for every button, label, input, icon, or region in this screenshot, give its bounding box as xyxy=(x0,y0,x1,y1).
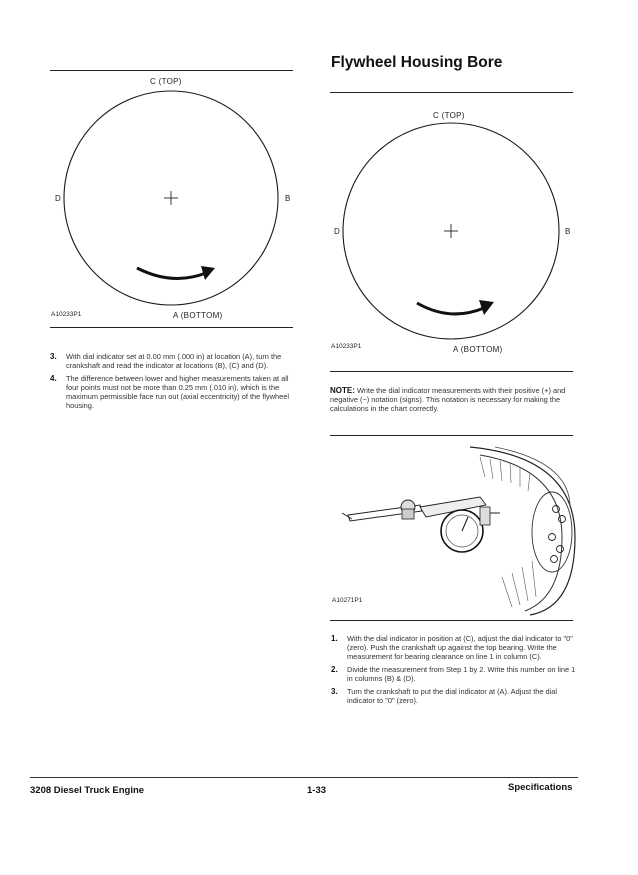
left-label-left: D xyxy=(55,194,62,203)
right-photo-rule xyxy=(330,620,573,621)
right-note-rule xyxy=(330,435,573,436)
note-label: NOTE: xyxy=(330,386,355,395)
dial-indicator-illustration xyxy=(330,447,575,615)
right-step-item xyxy=(331,665,576,683)
step-text: The difference between lower and higher measurements taken at all four points must not be more than 0.25 mm (.010 in), which is the maximum permissible face run out (axial eccentricity) of the flywheel housing. xyxy=(66,374,290,410)
left-label-bottom: A (BOTTOM) xyxy=(173,311,223,320)
right-label-bottom: A (BOTTOM) xyxy=(453,345,503,354)
dial-indicator-photo xyxy=(330,447,575,615)
photo-figure-id: A10271P1 xyxy=(332,597,363,604)
step-text: Turn the crankshaft to put the dial indicator at (A). Adjust the dial indicator to "0" (zero). xyxy=(347,687,558,705)
footer-page-number: 1-33 xyxy=(307,785,327,796)
right-step-item xyxy=(331,687,576,705)
left-label-right: B xyxy=(285,194,291,203)
note-text: Write the dial indicator measurements with their positive (+) and negative (−) notation (signs). This notation is necessary for making the calculations in the chart correctly. xyxy=(330,386,566,413)
step-number: 2. xyxy=(331,665,338,674)
page-title: Flywheel Housing Bore xyxy=(331,54,503,71)
right-figure-id: A10233P1 xyxy=(331,343,362,350)
step-text: With the dial indicator in position at (C), adjust the dial indicator to "0" (zero). Push the crankshaft up against the top bearing. Write the measurement for bearing clearance on line 1 in column (C). xyxy=(347,634,573,661)
right-rotation-arrow xyxy=(417,303,484,314)
left-label-top: C (TOP) xyxy=(150,77,182,86)
footer-manual-title: 3208 Diesel Truck Engine xyxy=(30,785,145,796)
right-steps-list xyxy=(331,634,576,709)
step-number: 1. xyxy=(331,634,338,643)
right-step-item xyxy=(331,634,576,661)
footer-section-name: Specifications xyxy=(508,782,573,793)
right-mid-rule xyxy=(330,371,573,372)
right-label-left: D xyxy=(334,227,341,236)
step-number: 4. xyxy=(50,374,57,383)
step-number: 3. xyxy=(331,687,338,696)
step-number: 3. xyxy=(50,352,57,361)
step-text: Divide the measurement from Step 1 by 2. Write this number on line 1 in columns (B) & (D). xyxy=(347,665,576,683)
footer-rule xyxy=(30,777,578,778)
right-label-top: C (TOP) xyxy=(433,111,465,120)
left-figure-id: A10233P1 xyxy=(51,311,82,318)
note-block xyxy=(330,386,575,413)
right-label-right: B xyxy=(565,227,571,236)
step-text: With dial indicator set at 0.00 mm (.000 in) at location (A), turn the crankshaft and read the indicator at locations (B), (C) and (D). xyxy=(66,352,282,370)
